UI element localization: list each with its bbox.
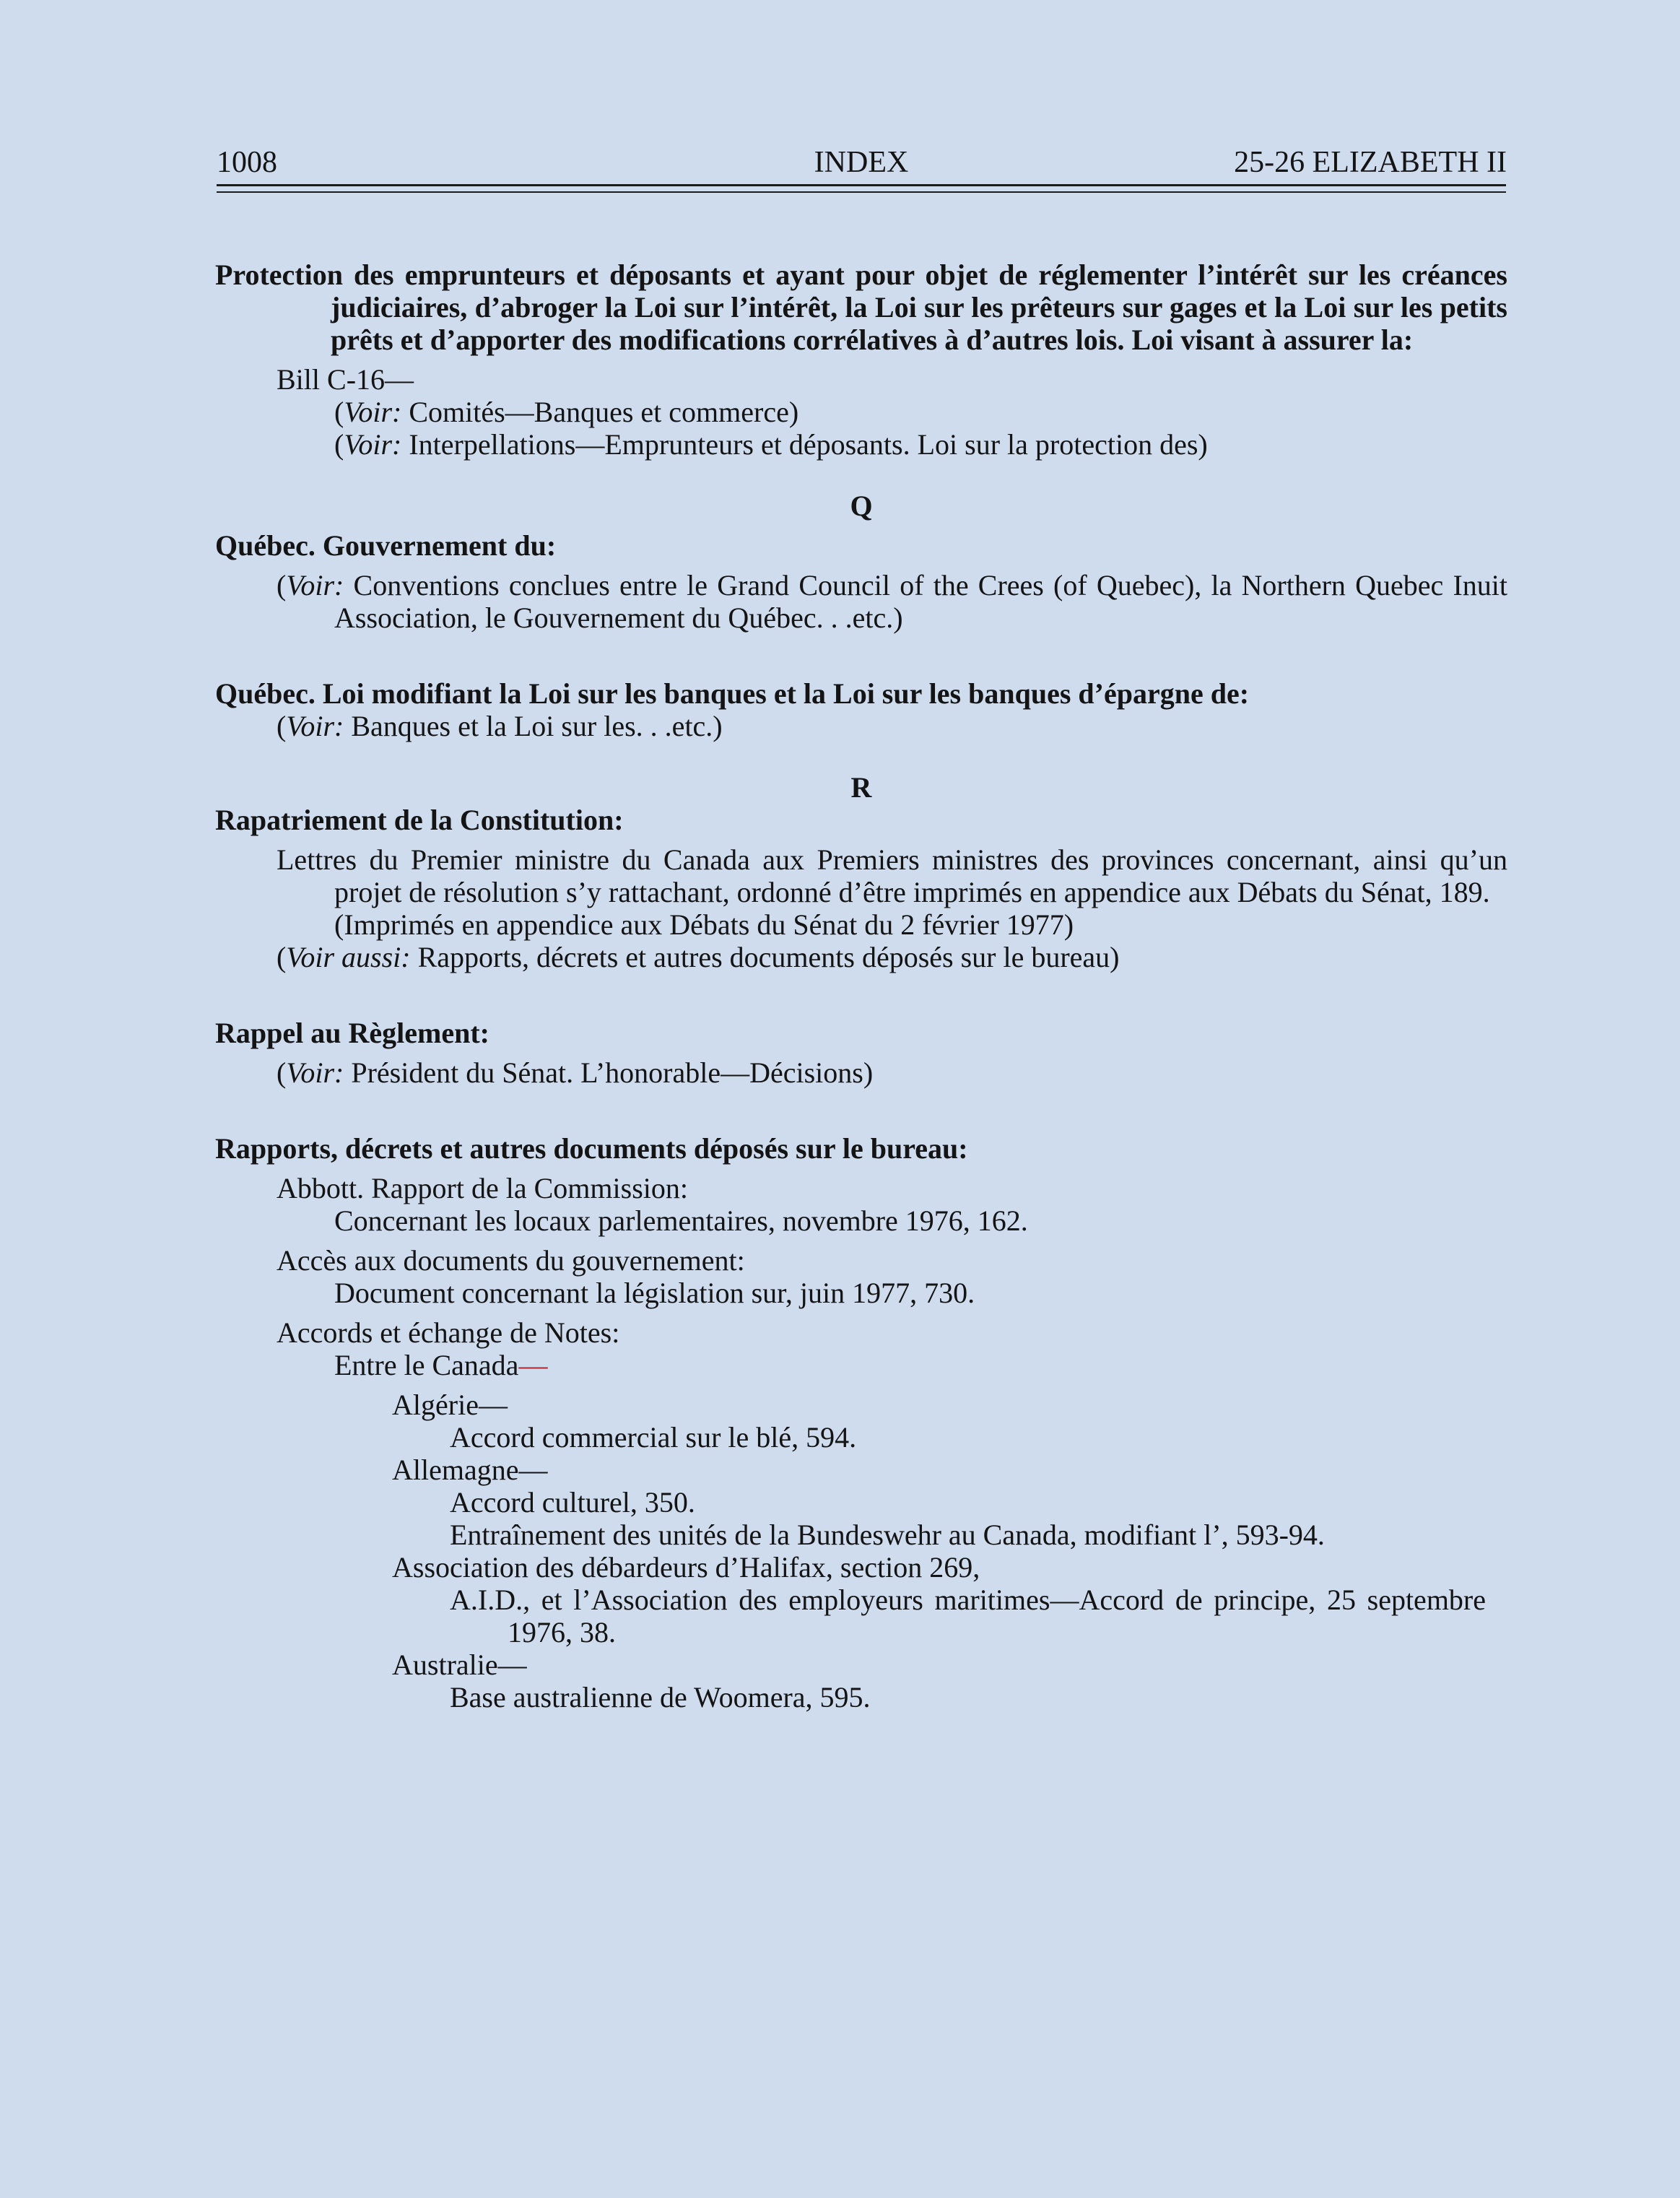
cross-reference-text: Rapports, décrets et autres documents déposés sur le bureau) [417,941,1120,973]
country-entry: Association des débardeurs d’Halifax, section 269, [392,1551,980,1584]
sub-entry: Lettres du Premier ministre du Canada aux Premiers ministres des provinces concernant, ainsi qu’un projet de résolution s’y rattachant, ordonné d’être imprimés en appendice aux Débats du Sénat, 189. [277,843,1507,908]
entry-heading: Québec. Loi modifiant la Loi sur les banques et la Loi sur les banques d’épargne de: [215,677,1250,710]
cross-reference: (Voir aussi: Rapports, décrets et autres documents déposés sur le bureau) [277,941,1120,973]
agreement-entry: Accord commercial sur le blé, 594. [450,1421,857,1454]
voir-label: Voir: [286,1056,344,1089]
cross-reference: (Voir: Comités—Banques et commerce) [334,396,799,428]
section-letter-q: Q [850,490,873,522]
sub-entry-note: (Imprimés en appendice aux Débats du Sénat du 2 février 1977) [334,908,1074,941]
entry-heading: Rappel au Règlement: [215,1017,489,1049]
voir-label: Voir: [344,396,402,428]
cross-reference: (Voir: Conventions conclues entre le Grand Council of the Crees (of Quebec), la Northern Quebec Inuit Association, le Gouvernement du Québec. . .etc.) [277,569,1507,634]
voir-label: Voir: [344,428,402,461]
cross-reference-text: Comités—Banques et commerce) [409,396,799,428]
em-dash: — [518,1349,548,1381]
entry-heading: Rapports, décrets et autres documents déposés sur le bureau: [215,1132,968,1165]
cross-reference-text: Président du Sénat. L’honorable—Décisions) [351,1056,874,1089]
entry-protection [215,259,1507,461]
entry-rapports [215,1132,1507,1713]
entry-rappel [215,1017,1507,1089]
page-number: 1008 [217,146,277,179]
cross-reference: (Voir: Président du Sénat. L’honorable—Décisions) [277,1056,874,1089]
voir-label: Voir: [286,710,344,742]
bill-reference: Bill C-16— [277,363,414,396]
agreement-entry: Base australienne de Woomera, 595. [450,1681,871,1713]
country-entry: Algérie— [392,1389,508,1421]
entry-heading: Québec. Gouvernement du: [215,529,557,562]
entry-quebec-gouvernement [215,529,1507,634]
agreement-entry: Accord culturel, 350. [450,1486,695,1519]
agreement-entry: A.I.D., et l’Association des employeurs maritimes—Accord de principe, 25 septembre 1976, 38. [450,1584,1486,1648]
cross-reference-text: Banques et la Loi sur les. . .etc.) [351,710,723,742]
country-entry: Allemagne— [392,1454,548,1486]
sub-entry: Accès aux documents du gouvernement: [277,1244,745,1277]
header-rule-top [217,184,1506,186]
country-entry: Australie— [392,1648,527,1681]
index-body [215,259,1507,1713]
running-title: INDEX [814,146,909,179]
sub-sub-entry [215,1349,1507,1381]
cross-reference-text: Conventions conclues entre le Grand Council of the Crees (of Quebec), la Northern Quebec Inuit Association, le Gouvernement du Québec. . .etc.) [334,569,1507,634]
cross-reference: (Voir: Banques et la Loi sur les. . .etc.) [277,710,723,742]
sub-sub-entry: Concernant les locaux parlementaires, novembre 1976, 162. [334,1204,1028,1237]
sub-entry: Abbott. Rapport de la Commission: [277,1172,688,1204]
entry-heading: Protection des emprunteurs et déposants et ayant pour objet de réglementer l’intérêt sur les créances judiciaires, d’abroger la Loi sur l’intérêt, la Loi sur les prêteurs sur gages et la Loi sur les petits prêts et d’apporter des modifications corrélatives à d’autres lois. Loi visant à assurer la: [215,259,1507,356]
header-rule-bottom [217,191,1506,193]
sub-entry: Accords et échange de Notes: [277,1316,620,1349]
cross-reference-text: Interpellations—Emprunteurs et déposants. Loi sur la protection des) [409,428,1208,461]
section-letter-r: R [850,771,872,804]
entry-quebec-loi [215,677,1507,742]
entry-heading: Rapatriement de la Constitution: [215,804,624,836]
voir-label: Voir: [286,569,344,601]
cross-reference: (Voir: Interpellations—Emprunteurs et déposants. Loi sur la protection des) [334,428,1208,461]
reign-label: 25-26 ELIZABETH II [1234,146,1507,179]
sub-sub-entry: Document concernant la législation sur, juin 1977, 730. [334,1277,975,1309]
entry-rapatriement [215,804,1507,973]
agreement-entry: Entraînement des unités de la Bundeswehr au Canada, modifiant l’, 593-94. [450,1519,1325,1551]
sub-sub-entry-text: Entre le Canada [334,1349,519,1381]
voir-label: Voir aussi: [286,941,411,973]
